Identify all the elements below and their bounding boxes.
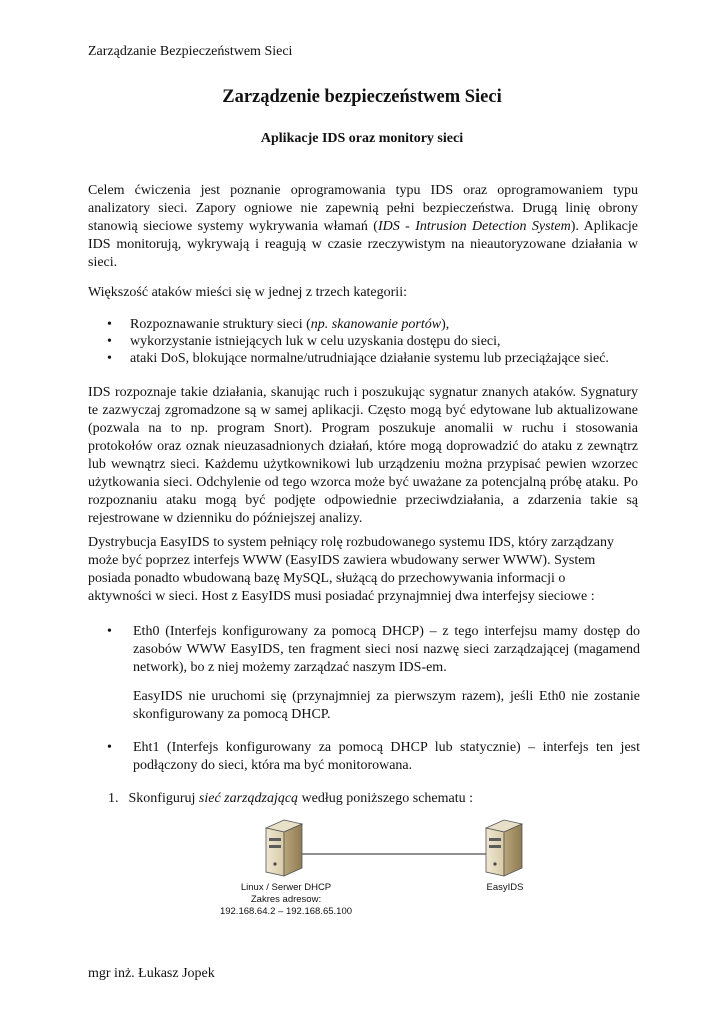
page-footer: mgr inż. Łukasz Jopek [88, 966, 215, 981]
intro-paragraph [88, 182, 638, 272]
intro-text-after: ). Aplikacje IDS monitorują, wykrywają i reagują w czasie rzeczywistym na nieautoryzowane działania w sieci. [88, 219, 639, 270]
list-item [88, 333, 648, 350]
category-1-after: ), [441, 317, 450, 332]
server-label-line1: Linux / Serwer DHCP [240, 882, 332, 893]
easyids-line: posiada ponadto wbudowaną bazę MySQL, służącą do przechowywania informacji o [88, 571, 566, 586]
easyids-line: może być poprzez interfejs WWW (EasyIDS zawiera wbudowany serwer WWW). System [88, 553, 596, 568]
interface-eth1-text: Eht1 (Interfejs konfigurowany za pomocą DHCP lub statycznie) – interfejs ten jest podłączony do sieci, która ma być monitorowana. [133, 740, 640, 773]
categories-intro: Większość ataków mieści się w jednej z trzech kategorii: [88, 285, 407, 300]
easyids-server-icon [486, 820, 522, 876]
step-1-after: według poniższego schematu : [298, 791, 474, 806]
bullet-icon: • [107, 351, 112, 366]
step-1-before: Skonfiguruj [128, 791, 199, 806]
ids-paragraph: IDS rozpoznaje takie działania, skanując ruch i poszukując sygnatur znanych ataków. Sygnatury te zazwyczaj zgromadzone są w samej aplikacji. Często mogą być edytowane lub aktualizowane (pozwala na to np. program Snort). Program poszukuje anomalii w ruchu i stosowania protokołów oraz oznak nieuzasadnionych działań, które mogą doprowadzić do ataku z zewnątrz lub wewnątrz sieci. Każdemu użytkownikowi lub urządzeniu można przypisać pewien wzorzec użytkowania sieci. Odchylenie od tego wzorca może być uważane za potencjalną próbę ataku. Po rozpoznaniu ataku mogą być podjęte odpowiednie przeciwdziałania, a zdarzenia takie są rejestrowane w dzienniku do późniejszej analizy. [88, 385, 638, 526]
step-1 [108, 791, 473, 807]
list-item [88, 316, 648, 333]
bullet-icon: • [107, 624, 112, 639]
category-1-before: Rozpoznawanie struktury sieci ( [130, 317, 311, 332]
interface-eth0-note-text: EasyIDS nie uruchomi się (przynajmniej za pierwszym razem), jeśli Eth0 nie zostanie skonfigurowany za pomocą DHCP. [133, 689, 640, 722]
attack-categories-list [88, 316, 648, 367]
category-3: ataki DoS, blokujące normalne/utrudniające działanie systemu lub przeciążające sieć. [130, 351, 609, 366]
step-number: 1. [108, 791, 119, 806]
interface-eth0-text: Eth0 (Interfejs konfigurowany za pomocą DHCP) – z tego interfejsu mamy dostęp do zasobów WWW EasyIDS, ten fragment sieci nosi nazwę sieci zarządzającej (magamend network), bo z niej możemy zarządzać naszym IDS-em. [133, 624, 640, 675]
category-2: wykorzystanie istniejących luk w celu uzyskania dostępu do sieci, [130, 334, 501, 349]
bullet-icon: • [107, 317, 112, 332]
server-label-line3: 192.168.64.2 – 192.168.65.100 [219, 906, 353, 917]
server-label-line2: Zakres adresow: [250, 894, 322, 905]
document-title: Zarządzenie bezpieczeństwem Sieci [222, 87, 502, 107]
easyids-paragraph [88, 534, 638, 606]
intro-text-before: Celem ćwiczenia jest poznanie oprogramowania typu IDS oraz oprogramowaniem typu analizatory sieci. Zapory ogniowe nie zapewnią pełni bezpieczeństwa. Drugą linię obrony stanowią sieciowe systemy wykrywania włamań ( [88, 183, 638, 234]
page-header: Zarządzanie Bezpieczeństwem Sieci [88, 44, 293, 59]
bullet-icon: • [107, 334, 112, 349]
step-1-italic: sieć zarządzającą [198, 791, 299, 806]
bullet-icon: • [107, 740, 112, 755]
intro-italic: IDS - Intrusion Detection System [377, 219, 571, 234]
easyids-line: Dystrybucja EasyIDS to system pełniący rolę rozbudowanego systemu IDS, który zarządzany [88, 535, 615, 550]
dhcp-server-icon [266, 820, 302, 876]
easyids-line: aktywności w sieci. Host z EasyIDS musi posiadać przynajmniej dwa interfejsy sieciowe : [88, 589, 595, 604]
list-item [88, 350, 648, 367]
easyids-label: EasyIDS [486, 882, 524, 893]
network-diagram [206, 818, 556, 928]
document-subtitle: Aplikacje IDS oraz monitory sieci [260, 131, 464, 146]
category-1-italic: np. skanowanie portów [310, 317, 442, 332]
